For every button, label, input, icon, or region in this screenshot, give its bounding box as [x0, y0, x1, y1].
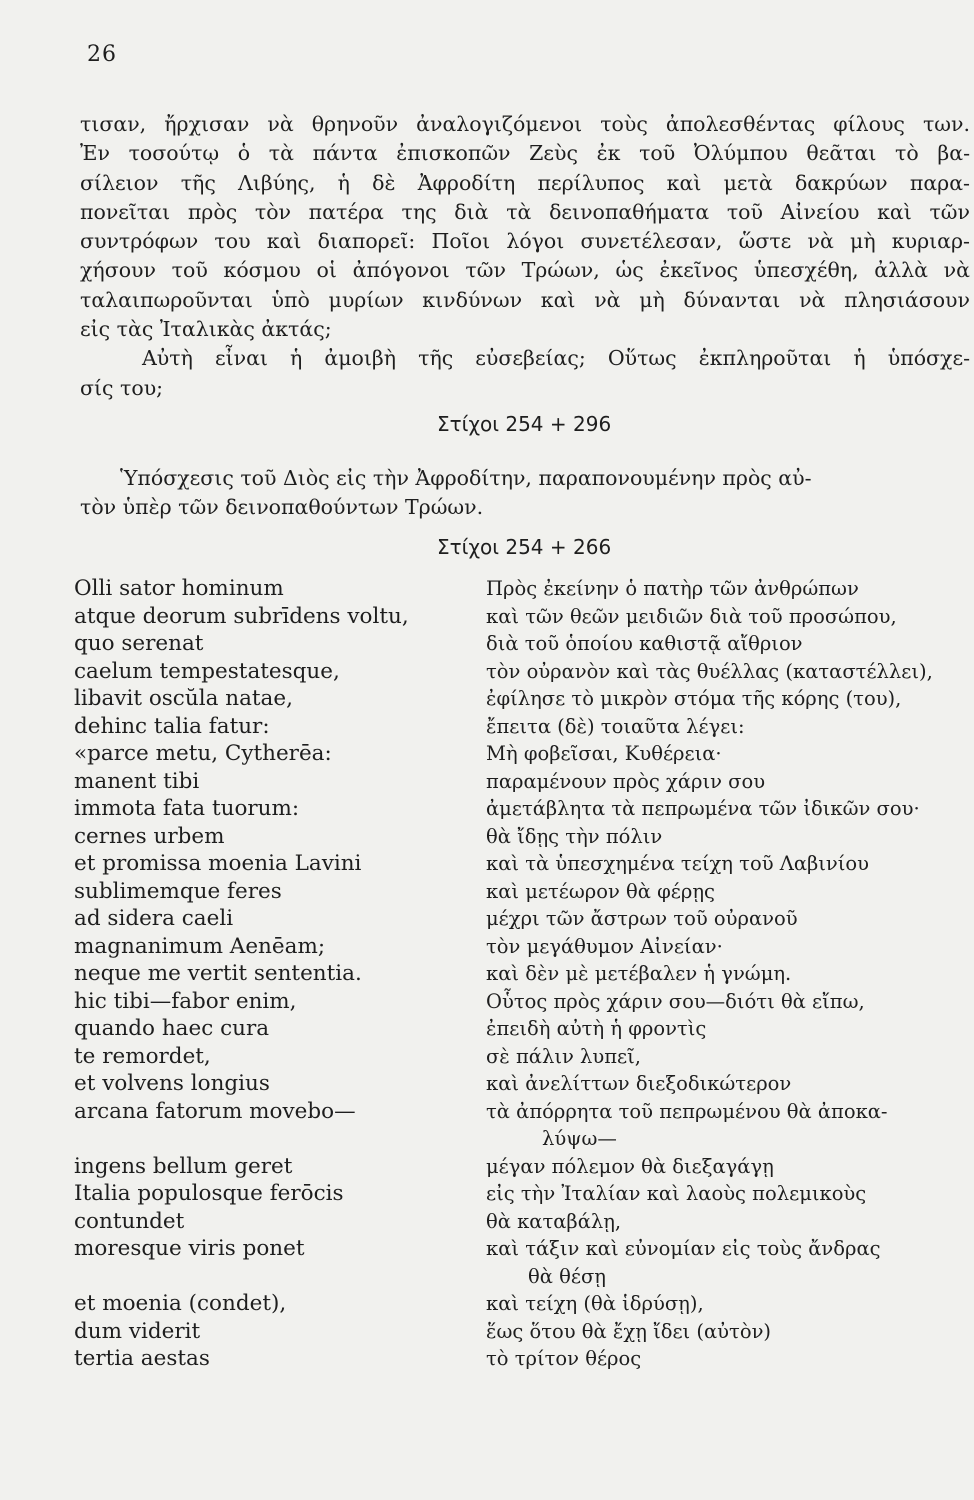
- greek-line: καὶ τὰ ὑπεσχημένα τείχη τοῦ Λαβινίου: [486, 852, 870, 875]
- section-subtitle: Στίχοι 254 + 266: [437, 535, 612, 559]
- latin-line: et volvens longius: [74, 1071, 270, 1096]
- prose-line: Ἐν τοσούτῳ ὁ τὰ πάντα ἐπισκοπῶν Ζεὺς ἐκ τοῦ Ὀλύμπου θεᾶται τὸ βα-: [80, 141, 970, 166]
- greek-line: ἐφίλησε τὸ μικρὸν στόμα τῆς κόρης (του),: [486, 687, 902, 710]
- greek-line: καὶ τείχη (θὰ ἱδρύσῃ),: [486, 1292, 704, 1315]
- greek-line: σὲ πάλιν λυπεῖ,: [486, 1044, 641, 1068]
- latin-line: contundet: [74, 1208, 185, 1234]
- prose-line: χήσουν τοῦ κόσμου οἱ ἀπόγονοι τῶν Τρώων, ὡς ἐκεῖνος ὑπεσχέθη, ἀλλὰ νὰ: [80, 258, 970, 283]
- latin-line: [74, 1263, 474, 1291]
- latin-line: ad sidera caeli: [74, 906, 234, 931]
- greek-line: μέχρι τῶν ἄστρων τοῦ οὐρανοῦ: [486, 907, 798, 930]
- latin-line: hic tibi—fabor enim,: [74, 988, 297, 1014]
- greek-line: τὰ ἀπόρρητα τοῦ πεπρωμένου θὰ ἀποκα-: [486, 1099, 888, 1123]
- prose-line: πονεῖται πρὸς τὸν πατέρα της διὰ τὰ δεινοπαθήματα τοῦ Αἰνείου καὶ τῶν: [80, 199, 970, 224]
- latin-line: sublimemque feres: [74, 878, 282, 904]
- summary-line: Ὑπόσχεσις τοῦ Διὸς εἰς τὴν Ἀφροδίτην, παραπονουμένην πρὸς αὐ-: [120, 466, 812, 490]
- greek-line: τὸ τρίτον θέρος: [486, 1347, 642, 1370]
- latin-line: [74, 1125, 474, 1153]
- summary-line: τὸν ὑπὲρ τῶν δεινοπαθούντων Τρώων.: [80, 495, 484, 520]
- latin-line: Italia populosque ferōcis: [74, 1181, 344, 1206]
- latin-line: tertia aestas: [74, 1346, 210, 1371]
- greek-line: θὰ καταβάλῃ,: [486, 1209, 622, 1233]
- latin-line: et moenia (condet),: [74, 1291, 287, 1316]
- prose-line: Αὐτὴ εἶναι ἡ ἀμοιβὴ τῆς εὐσεβείας; Οὕτως ἐκπληροῦται ἡ ὑπόσχε-: [142, 346, 970, 371]
- prose-paragraph: [80, 110, 970, 403]
- prose-line: ταλαιπωροῦνται ὑπὸ μυρίων κινδύνων καὶ νὰ μὴ δύνανται νὰ πλησιάσουν: [80, 287, 970, 312]
- prose-line: εἰς τὰς Ἰταλικὰς ἀκτάς;: [80, 317, 332, 342]
- greek-line: ἀμετάβλητα τὰ πεπρωμένα τῶν ἰδικῶν σου·: [486, 797, 920, 820]
- greek-line: λύψω—: [542, 1127, 617, 1150]
- latin-line: quando haec cura: [74, 1016, 270, 1041]
- latin-line: atque deorum subrīdens voltu,: [74, 603, 409, 629]
- greek-line: Πρὸς ἐκείνην ὁ πατὴρ τῶν ἀνθρώπων: [486, 577, 859, 600]
- greek-line: θὰ ἴδῃς τὴν πόλιν: [486, 824, 663, 848]
- greek-line: ἐπειδὴ αὐτὴ ἡ φροντὶς: [486, 1017, 707, 1040]
- greek-line: καὶ τάξιν καὶ εὐνομίαν εἰς τοὺς ἄνδρας: [486, 1237, 881, 1260]
- greek-line: μέγαν πόλεμον θὰ διεξαγάγῃ: [486, 1154, 774, 1178]
- latin-line: manent tibi: [74, 768, 200, 794]
- latin-line: caelum tempestatesque,: [74, 658, 340, 684]
- greek-line: θὰ θέσῃ: [528, 1264, 606, 1288]
- greek-line: τὸν μεγάθυμον Αἰνείαν·: [486, 934, 723, 958]
- latin-line: te remordet,: [74, 1043, 211, 1069]
- greek-line: διὰ τοῦ ὁποίου καθιστᾷ αἴθριον: [486, 632, 803, 655]
- greek-line: καὶ τῶν θεῶν μειδιῶν διὰ τοῦ προσώπου,: [486, 604, 897, 628]
- latin-line: neque me vertit sententia.: [74, 961, 362, 986]
- greek-line: ἕως ὅτου θὰ ἔχῃ ἴδει (αὐτὸν): [486, 1319, 772, 1343]
- latin-line: immota fata tuorum:: [74, 796, 300, 821]
- latin-line: Olli sator hominum: [74, 576, 284, 601]
- latin-line: quo serenat: [74, 631, 204, 656]
- latin-line: dehinc talia fatur:: [74, 713, 270, 739]
- greek-line: καὶ μετέωρον θὰ φέρῃς: [486, 879, 715, 903]
- section-subtitle: Στίχοι 254 + 296: [437, 412, 612, 436]
- prose-line: τισαν, ἤρχισαν νὰ θρηνοῦν ἀναλογιζόμενοι τοὺς ἀπολεσθέντας φίλους των.: [80, 112, 970, 136]
- latin-line: dum viderit: [74, 1318, 201, 1344]
- latin-line: libavit oscŭla natae,: [74, 686, 293, 711]
- greek-line: εἰς τὴν Ἰταλίαν καὶ λαοὺς πολεμικοὺς: [486, 1182, 867, 1205]
- latin-line: arcana fatorum movebo—: [74, 1098, 356, 1124]
- greek-line: τὸν οὐρανὸν καὶ τὰς θυέλλας (καταστέλλει),: [486, 659, 933, 683]
- prose-line: σίς του;: [80, 375, 164, 400]
- greek-line: Μὴ φοβεῖσαι, Κυθέρεια·: [486, 742, 722, 765]
- greek-line: ἔπειτα (δὲ) τοιαῦτα λέγει:: [486, 714, 745, 738]
- greek-line: καὶ δὲν μὲ μετέβαλεν ἡ γνώμη.: [486, 962, 792, 985]
- latin-line: ingens bellum geret: [74, 1153, 293, 1179]
- latin-text-column: [74, 575, 474, 1373]
- latin-line: magnanimum Aenēam;: [74, 933, 326, 959]
- latin-line: et promissa moenia Lavini: [74, 851, 362, 876]
- greek-translation-column: [486, 575, 970, 1373]
- greek-line: παραμένουν πρὸς χάριν σου: [486, 769, 766, 793]
- latin-line: moresque viris ponet: [74, 1236, 305, 1261]
- prose-line: συντρόφων του καὶ διαπορεῖ: Ποῖοι λόγοι συνετέλεσαν, ὥστε νὰ μὴ κυριαρ-: [80, 229, 970, 254]
- latin-line: cernes urbem: [74, 823, 225, 849]
- prose-line: σίλειον τῆς Λιβύης, ἡ δὲ Ἀφροδίτη περίλυπος καὶ μετὰ δακρύων παρα-: [80, 170, 970, 195]
- greek-line: Οὗτος πρὸς χάριν σου—διότι θὰ εἴπω,: [486, 989, 865, 1013]
- summary-paragraph: [80, 464, 970, 523]
- page-number: 26: [87, 42, 117, 67]
- greek-line: καὶ ἀνελίττων διεξοδικώτερον: [486, 1072, 792, 1095]
- latin-line: «parce metu, Cytherēa:: [74, 741, 332, 766]
